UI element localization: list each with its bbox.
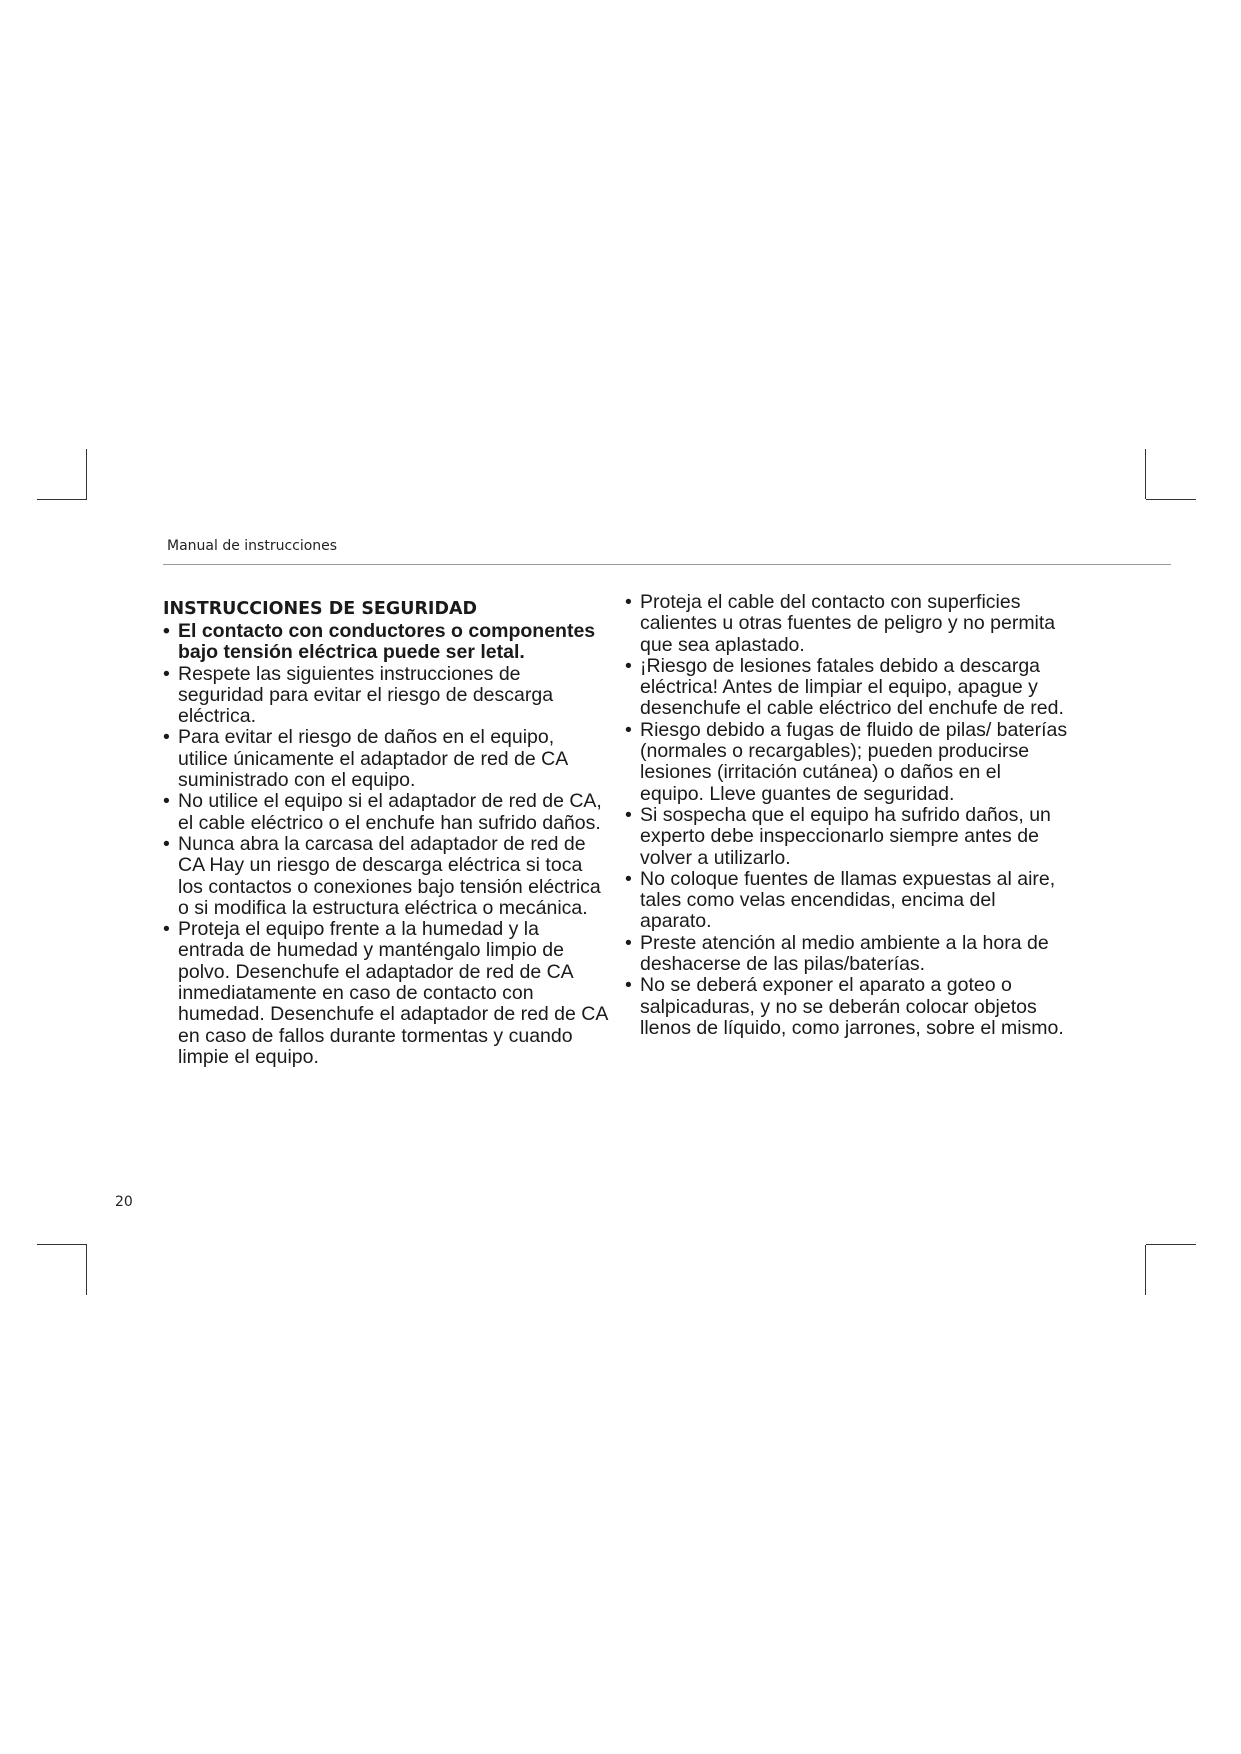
list-item: • ¡Riesgo de lesiones fatales debido a descarga eléctrica! Antes de limpiar el equipo, apague y desenchufe el cable eléctrico del enchufe de red.	[625, 656, 1070, 720]
list-item: • Preste atención al medio ambiente a la hora de deshacerse de las pilas/baterías.	[625, 933, 1070, 976]
header-rule	[163, 564, 1171, 565]
list-item: • Proteja el equipo frente a la humedad y la entrada de humedad y manténgalo limpio de polvo. Desenchufe el adaptador de red de CA inmediatamente en caso de contacto con humedad. Desenchufe el adaptador de red de CA en caso de fallos durante tormentas y cuando limpie el equipo.	[163, 919, 608, 1068]
running-header: Manual de instrucciones	[167, 538, 338, 554]
left-bullet-list	[163, 621, 608, 1068]
list-item: • No se deberá exponer el aparato a goteo o salpicaduras, y no se deberán colocar objetos llenos de líquido, como jarrones, sobre el mismo.	[625, 975, 1070, 1039]
list-item: • Riesgo debido a fugas de fluido de pilas/ baterías (normales o recargables); pueden producirse lesiones (irritación cutánea) o daños en el equipo. Lleve guantes de seguridad.	[625, 720, 1070, 805]
list-item: • Para evitar el riesgo de daños en el equipo, utilice únicamente el adaptador de red de CA suministrado con el equipo.	[163, 727, 608, 791]
list-item: • Nunca abra la carcasa del adaptador de red de CA Hay un riesgo de descarga eléctrica si toca los contactos o conexiones bajo tensión eléctrica o si modifica la estructura eléctrica o mecánica.	[163, 834, 608, 919]
list-item: • Proteja el cable del contacto con superficies calientes u otras fuentes de peligro y no permita que sea aplastado.	[625, 592, 1070, 656]
left-column	[163, 598, 608, 1068]
list-item: • Respete las siguientes instrucciones de seguridad para evitar el riesgo de descarga eléctrica.	[163, 664, 608, 728]
list-item: • El contacto con conductores o componentes bajo tensión eléctrica puede ser letal.	[163, 621, 608, 664]
right-bullet-list	[625, 592, 1070, 1039]
section-heading: INSTRUCCIONES DE SEGURIDAD	[163, 599, 478, 619]
page-number: 20	[115, 1194, 133, 1210]
list-item: • Si sospecha que el equipo ha sufrido daños, un experto debe inspeccionarlo siempre antes de volver a utilizarlo.	[625, 805, 1070, 869]
list-item: • No coloque fuentes de llamas expuestas al aire, tales como velas encendidas, encima del aparato.	[625, 869, 1070, 933]
list-item: • No utilice el equipo si el adaptador de red de CA, el cable eléctrico o el enchufe han sufrido daños.	[163, 791, 608, 834]
right-column	[625, 592, 1070, 1039]
